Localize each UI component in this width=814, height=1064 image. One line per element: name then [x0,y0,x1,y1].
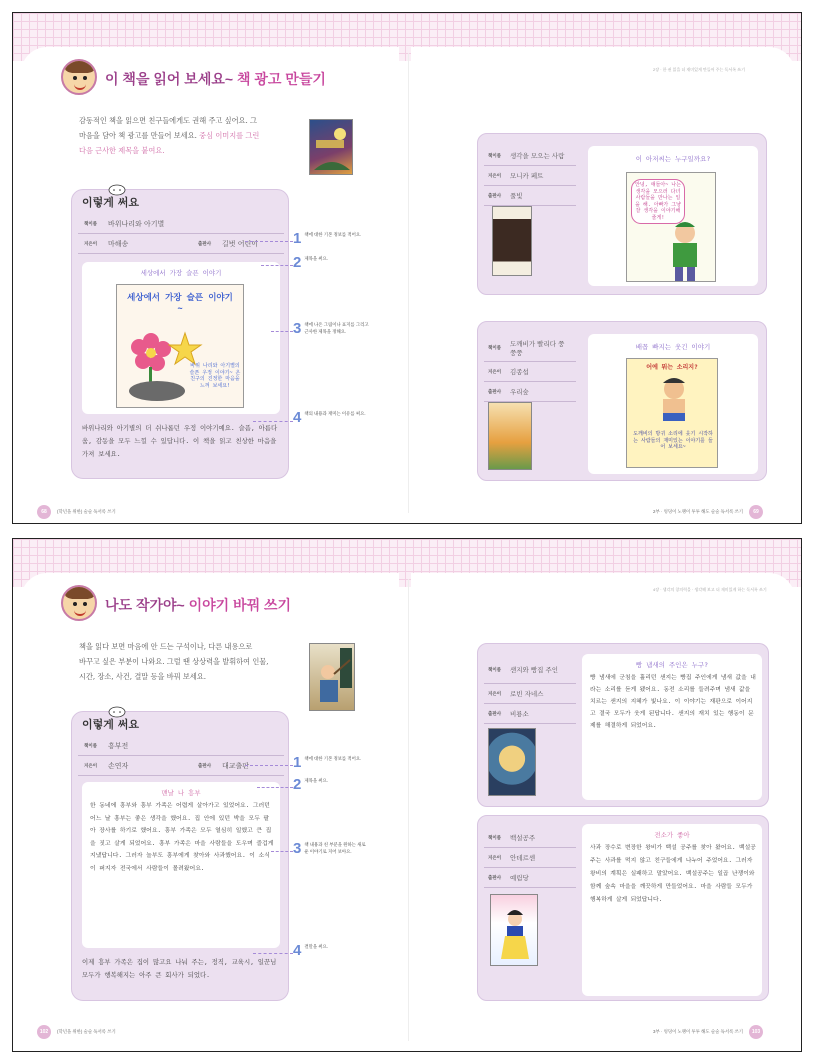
poster-caption: 도깨비의 방귀 소리에 웃기 시작하는 사람들의 재미있는 이야기를 들어 보세요~ [633,431,713,450]
step-2-leader [261,265,293,266]
intro-text: 감동적인 책을 읽으면 친구들에게도 권해 주고 싶어요. 그 마음을 담아 책 광고를 만들어 보세요. 중심 이미지를 그린 다음 근사한 제목을 붙여요. [79,116,260,155]
running-header: 4장 · 생각의 창의력을 · 생각해 보고 더 재미있게 하는 독서록 쓰기 [653,587,767,592]
book-title-row: 책이름 생각을 모으는 사람 [484,146,576,166]
book-cover-thumbnail [488,402,532,470]
ad-card [588,146,758,286]
book-publisher-row: 출판사 풀빛 [484,186,576,206]
step-3: 3 책에 나온 그림이나 표지를 그리고 근사한 제목을 정해요. [293,320,369,337]
poster-caption: 바위 나리와 아기별의 슬픈 우정 이야기~ 온 친구의 진정한 마음을 느껴 보세요! [189,363,241,389]
book-cover-thumbnail [490,894,538,966]
page-number: 69 [749,505,763,519]
character-avatar [61,59,97,95]
step-1-leader [245,241,293,242]
step-4: 4 결말을 써요. [293,942,328,959]
running-header: 2장 · 한 권 읽을 더 재미있게 만들어 주는 독서록 쓰기 [653,67,745,72]
book-publisher-row: 출판사 비룡소 [484,704,576,724]
book-cover-thumbnail [309,119,353,175]
page-title: 나도 작가야~ 이야기 바꿔 쓰기 [105,597,292,613]
book-publisher-row: 출판사 우리숲 [484,382,576,402]
spread-bottom [12,538,802,1052]
book-title-row: 책이름 흥부전 [78,736,284,756]
step-3-leader [271,331,293,332]
spread-top [12,12,802,524]
book-author-row: 지은이 안데르센 [484,848,576,868]
example-label: 이렇게 써요 [82,196,139,209]
intro-text: 책을 읽다 보면 마음에 안 드는 구석이나, 다른 내용으로 바꾸고 싶은 부분이 나와요. 그럴 땐 상상력을 발휘하여 인물, 시간, 장소, 사건, 결말 등을 바꿔 보세요. [79,642,269,681]
book-title-row: 책이름 샌지와 빵집 주인 [484,656,576,684]
step-2-leader [257,787,293,788]
example-box [71,189,289,479]
step-1: 1 책에 대한 기본 정보를 적어요. [293,230,362,247]
step-2: 2 제목을 써요. [293,776,328,793]
book-title-row: 책이름 바위나리와 아기별 [78,214,284,234]
step-4-leader [253,421,293,422]
footer-right: 3부 · 엉덩이 노랭이 투투 해도 술술 독서록 쓰기 103 [653,1025,763,1039]
ad-heading: 배꼽 빠지는 웃긴 이야기 [635,343,711,351]
story-card [82,782,280,948]
ad-heading: 이 아저씨는 누구일까요? [635,155,711,163]
book-author-row: 지은이 김종섭 [484,362,576,382]
page-number: 102 [37,1025,51,1039]
step-4-leader [253,953,293,954]
example-card-2 [477,321,767,481]
ad-title: 세상에서 가장 슬픈 이야기 [140,269,222,277]
book-title-row: 책이름 백설공주 [484,828,576,848]
poster-headline: 어에 뭐는 소리지? [646,364,698,371]
man-drawing [647,219,713,281]
step-1: 1 책에 대한 기본 정보를 적어요. [293,754,362,771]
poster-bubble: 안녕, 얘들아~ 나는 생각을 모으러 다녀 사람들을 만나는 일을 해. 아빠가 그냥 잘 생각을 이야기해 줄게! [631,179,685,224]
page-number: 103 [749,1025,763,1039]
page-number: 68 [37,505,51,519]
example-card-2 [477,815,769,1001]
footer-left: 102 (학년을 위한) 술술 독서록 쓰기 [37,1025,116,1039]
step-3-leader [271,851,293,852]
book-cover-thumbnail [488,728,536,796]
book-info [484,828,576,888]
ad-card [588,334,758,474]
ad-poster [116,284,244,408]
poster-title: 세상에서 가장 슬픈 이야기~ [127,293,233,314]
story-text: 사과 장수로 변장한 왕비가 백설 공주를 찾아 왔어요. 백설공주는 사과를 먹지 않고 친구들에게 나누어 주었어요. 그러자 왕비의 계획은 실패하고 말았어요. 백설공주는 일곱 난쟁이와 함께 숲속 마을을 깨끗하게 만들었어요. 마을 사람들 모두가 행복하게 살게 되었답니다. [590,845,756,903]
example-card-1 [477,643,769,807]
story-title: 맨날 나 흥부 [161,789,201,797]
story-title: 전소가 좋아 [654,831,690,839]
book-info [484,656,576,724]
book-title-row: 책이름 도깨비가 빨리다 쭝쭝쭝 [484,334,576,362]
story-text: 빵 냄새에 군침을 흘리던 샌지는 빵집 주인에게 냄새 값을 내라는 소리를 듣게 됐어요. 동전 소리를 들려주며 냄새 값을 치르는 샌지의 지혜가 빛나요. 이 이야기는 재판으로 이어지고 결국 모두가 웃게 된답니다. 샌지의 재치 있는 행동이 문제를 해결하게 되었어요. [590,675,756,729]
page-title: 이 책을 읽어 보세요~ 책 광고 만들기 [105,71,326,87]
book-info [484,146,576,206]
book-publisher-row: 출판사 예림당 [484,868,576,888]
footer-left: 68 (학년을 위한) 술술 독서록 쓰기 [37,505,116,519]
page-gutter [408,53,409,513]
book-info [484,334,576,402]
speech-bubble-icon [108,184,126,198]
example-label: 이렇게 써요 [82,718,139,731]
ad-card [82,262,280,414]
ad-poster [626,172,716,282]
story-text: 한 동네에 흥부와 흥부 가족은 어렵게 살아가고 있었어요. 그러던 어느 날 흥부는 좋은 생각을 했어요. 집 안에 있던 박을 모두 팔아 장사를 하기로 했어요. 흥부 가족은 모두 열심히 일했고 큰 집을 짓고 살게 되었어요. 흥부 가족은 마을 사람들을 도우며 즐겁게 지냈답니다. 그러자 놀부도 흥부에게 찾아와 사과했어요. 이 소식이 퍼지자 전국에서 사람들이 몰려왔어요. [90,803,274,872]
book-author-row: 지은이 모니카 페트 [484,166,576,186]
book-cover-thumbnail [492,206,532,276]
book-author-row: 지은이 로빈 자네스 [484,684,576,704]
book-author-row: 지은이 마해송 출판사 길벗 어린이 [78,234,284,254]
footer-right: 2부 · 엉덩이 노랭이 투투 해도 술술 독서록 쓰기 69 [653,505,763,519]
story-title: 빵 냄새의 주인은 누구? [635,661,709,669]
example-card-1 [477,133,767,295]
step-3: 3 책 내용과 친 부분을 원하는 새로운 이야기로 지어 보아요. [293,840,366,857]
story-card [582,654,762,800]
ad-body-text: 바위나리와 아기별의 더 쉬나롭던 우정 이야기예요. 슬픔, 아름다움, 감동을 모두 느낄 수 있답니다. 이 책을 읽고 친상한 마음을 가져 보세요. [82,424,278,458]
book-cover-thumbnail [309,643,355,711]
step-2: 2 제목을 써요. [293,254,328,271]
page-gutter [408,579,409,1041]
ending-text: 이제 흥부 가족은 집이 많고요 나눠 주는, 정직, 교육시, 일꾼님 모두가 행복해지는 아주 큰 회사가 되었다. [82,958,277,979]
step-4: 4 책의 내용과 재미는 이유를 써요. [293,409,366,426]
ad-poster [626,358,718,468]
goblin-drawing [647,375,701,425]
story-card [582,824,762,996]
step-1-leader [245,765,293,766]
example-box [71,711,289,1001]
character-avatar [61,585,97,621]
book-author-row: 지은이 손연자 출판사 대교출판 [78,756,284,776]
speech-bubble-icon [108,706,126,720]
